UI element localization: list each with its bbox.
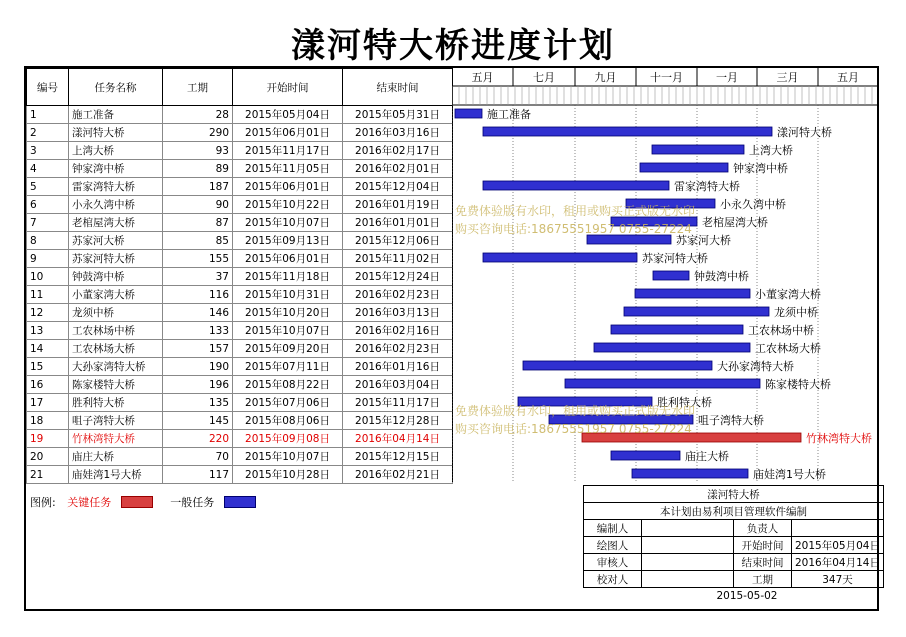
table-row <box>27 178 453 196</box>
info-compiler-label: 编制人 <box>584 520 642 537</box>
table-row <box>27 430 453 448</box>
month-label: 五月 <box>471 71 494 84</box>
cell-name: 胜利特大桥 <box>69 394 163 412</box>
info-owner-label: 负责人 <box>734 520 792 537</box>
cell-id: 1 <box>27 106 69 124</box>
cell-name: 竹林湾特大桥 <box>69 430 163 448</box>
cell-id: 11 <box>27 286 69 304</box>
bar-label: 施工准备 <box>487 108 531 121</box>
info-end: 2016年04月14日 <box>792 554 884 571</box>
bar-label: 庙庄大桥 <box>685 450 729 463</box>
gantt-bar <box>523 361 712 370</box>
bar-label: 龙须中桥 <box>774 306 818 319</box>
cell-duration: 28 <box>163 106 233 124</box>
cell-duration: 116 <box>163 286 233 304</box>
month-label: 三月 <box>776 71 799 84</box>
cell-start: 2015年10月28日 <box>233 466 343 484</box>
cell-name: 庙娃湾1号大桥 <box>69 466 163 484</box>
cell-end: 2016年01月01日 <box>343 214 453 232</box>
info-end-label: 结束时间 <box>734 554 792 571</box>
cell-id: 9 <box>27 250 69 268</box>
cell-name: 上湾大桥 <box>69 142 163 160</box>
legend-critical-swatch <box>121 496 153 508</box>
cell-duration: 146 <box>163 304 233 322</box>
cell-end: 2016年03月16日 <box>343 124 453 142</box>
cell-id: 21 <box>27 466 69 484</box>
cell-name: 大孙家湾特大桥 <box>69 358 163 376</box>
table-row <box>27 286 453 304</box>
cell-name: 小董家湾大桥 <box>69 286 163 304</box>
page-title: 漾河特大桥进度计划 <box>291 26 615 66</box>
cell-duration: 117 <box>163 466 233 484</box>
cell-id: 8 <box>27 232 69 250</box>
cell-start: 2015年07月06日 <box>233 394 343 412</box>
cell-end: 2015年12月04日 <box>343 178 453 196</box>
cell-end: 2016年01月19日 <box>343 196 453 214</box>
cell-end: 2016年03月04日 <box>343 376 453 394</box>
cell-start: 2015年09月20日 <box>233 340 343 358</box>
cell-end: 2016年02月21日 <box>343 466 453 484</box>
cell-duration: 70 <box>163 448 233 466</box>
bar-label: 钟家湾中桥 <box>733 162 788 175</box>
bar-label: 工农林场中桥 <box>748 324 814 337</box>
bar-label: 工农林场大桥 <box>755 342 821 355</box>
bar-label: 苏家河特大桥 <box>642 252 708 265</box>
bar-label: 庙娃湾1号大桥 <box>753 468 826 481</box>
cell-start: 2015年10月07日 <box>233 448 343 466</box>
bar-label: 苏家河大桥 <box>676 234 731 247</box>
cell-end: 2015年11月02日 <box>343 250 453 268</box>
cell-name: 苏家河大桥 <box>69 232 163 250</box>
table-header <box>27 69 453 106</box>
cell-duration: 290 <box>163 124 233 142</box>
cell-start: 2015年10月20日 <box>233 304 343 322</box>
cell-end: 2016年02月17日 <box>343 142 453 160</box>
bar-label: 钟鼓湾中桥 <box>694 270 749 283</box>
month-label: 五月 <box>837 71 859 84</box>
table-row <box>27 160 453 178</box>
gantt-bar <box>635 289 750 298</box>
cell-duration: 89 <box>163 160 233 178</box>
cell-end: 2016年01月16日 <box>343 358 453 376</box>
cell-end: 2015年12月15日 <box>343 448 453 466</box>
table-row <box>27 358 453 376</box>
watermark-line-2b: 购买咨询电话:18675551957 0755-27224 <box>455 422 692 436</box>
cell-duration: 133 <box>163 322 233 340</box>
table-row <box>27 196 453 214</box>
info-checker-label: 校对人 <box>584 571 642 588</box>
table-row <box>27 322 453 340</box>
cell-start: 2015年05月04日 <box>233 106 343 124</box>
watermark-line-1: 免费体验版有水印，租用或购买正式版无水印 <box>455 204 696 218</box>
table-row <box>27 340 453 358</box>
cell-name: 庙庄大桥 <box>69 448 163 466</box>
cell-end: 2016年02月01日 <box>343 160 453 178</box>
gantt-bar <box>483 253 637 262</box>
cell-end: 2016年02月23日 <box>343 286 453 304</box>
table-row <box>27 268 453 286</box>
cell-start: 2015年06月01日 <box>233 124 343 142</box>
table-row <box>27 304 453 322</box>
table-row <box>27 466 453 484</box>
month-label: 七月 <box>533 71 555 84</box>
cell-end: 2015年05月31日 <box>343 106 453 124</box>
cell-duration: 37 <box>163 268 233 286</box>
info-block <box>583 485 884 604</box>
cell-duration: 157 <box>163 340 233 358</box>
info-date: 2015-05-02 <box>716 590 778 602</box>
watermark-line-1b: 免费体验版有水印，租用或购买正式版无水印 <box>455 404 696 418</box>
cell-start: 2015年10月22日 <box>233 196 343 214</box>
cell-end: 2015年12月28日 <box>343 412 453 430</box>
table-row <box>27 412 453 430</box>
cell-id: 16 <box>27 376 69 394</box>
cell-start: 2015年06月01日 <box>233 250 343 268</box>
info-compiler <box>642 520 734 537</box>
info-start-label: 开始时间 <box>734 537 792 554</box>
month-label: 十一月 <box>650 71 683 84</box>
cell-start: 2015年11月18日 <box>233 268 343 286</box>
table-row <box>27 250 453 268</box>
cell-id: 18 <box>27 412 69 430</box>
gantt-bar <box>632 469 748 478</box>
info-duration: 347天 <box>792 571 884 588</box>
cell-name: 施工准备 <box>69 106 163 124</box>
gantt-bar <box>611 451 680 460</box>
cell-id: 5 <box>27 178 69 196</box>
cell-id: 15 <box>27 358 69 376</box>
col-header-id: 编号 <box>27 69 69 106</box>
cell-name: 漾河特大桥 <box>69 124 163 142</box>
bar-label: 上湾大桥 <box>749 144 793 157</box>
legend-critical-label: 关键任务 <box>67 496 112 509</box>
cell-end: 2016年04月14日 <box>343 430 453 448</box>
cell-end: 2015年11月17日 <box>343 394 453 412</box>
cell-end: 2016年02月23日 <box>343 340 453 358</box>
bar-label: 大孙家湾特大桥 <box>717 360 794 373</box>
cell-id: 4 <box>27 160 69 178</box>
cell-start: 2015年09月08日 <box>233 430 343 448</box>
cell-start: 2015年11月05日 <box>233 160 343 178</box>
cell-name: 雷家湾特大桥 <box>69 178 163 196</box>
cell-id: 10 <box>27 268 69 286</box>
gantt-bar <box>483 127 772 136</box>
cell-name: 工农林场中桥 <box>69 322 163 340</box>
bar-label: 漾河特大桥 <box>777 126 832 139</box>
cell-start: 2015年07月11日 <box>233 358 343 376</box>
cell-id: 13 <box>27 322 69 340</box>
cell-duration: 220 <box>163 430 233 448</box>
month-label: 九月 <box>594 71 617 84</box>
cell-name: 老棺屋湾大桥 <box>69 214 163 232</box>
bar-label: 小永久湾中桥 <box>720 198 786 211</box>
table-row <box>27 106 453 124</box>
legend <box>30 494 256 510</box>
table-row <box>27 124 453 142</box>
info-checker <box>642 571 734 588</box>
cell-duration: 145 <box>163 412 233 430</box>
gantt-bar <box>594 343 750 352</box>
info-reviewer-label: 审核人 <box>584 554 642 571</box>
gantt-bar <box>565 379 760 388</box>
gantt-bar <box>455 109 482 118</box>
gantt-bar <box>652 145 744 154</box>
gantt-bar <box>611 325 743 334</box>
cell-duration: 85 <box>163 232 233 250</box>
cell-duration: 187 <box>163 178 233 196</box>
info-start: 2015年05月04日 <box>792 537 884 554</box>
col-header-end: 结束时间 <box>343 69 453 106</box>
bar-label: 咀子湾特大桥 <box>698 414 764 427</box>
cell-start: 2015年10月07日 <box>233 214 343 232</box>
month-label: 一月 <box>716 71 738 84</box>
table-row <box>27 376 453 394</box>
info-duration-label: 工期 <box>734 571 792 588</box>
cell-duration: 155 <box>163 250 233 268</box>
cell-end: 2016年02月16日 <box>343 322 453 340</box>
col-header-start: 开始时间 <box>233 69 343 106</box>
info-drawer <box>642 537 734 554</box>
cell-duration: 196 <box>163 376 233 394</box>
cell-end: 2015年12月24日 <box>343 268 453 286</box>
bar-label: 陈家楼特大桥 <box>765 378 831 391</box>
cell-start: 2015年06月01日 <box>233 178 343 196</box>
cell-id: 14 <box>27 340 69 358</box>
gantt-bar <box>624 307 769 316</box>
cell-start: 2015年08月06日 <box>233 412 343 430</box>
cell-duration: 135 <box>163 394 233 412</box>
cell-start: 2015年10月07日 <box>233 322 343 340</box>
cell-name: 小永久湾中桥 <box>69 196 163 214</box>
table-row <box>27 142 453 160</box>
cell-end: 2016年03月13日 <box>343 304 453 322</box>
cell-id: 20 <box>27 448 69 466</box>
cell-id: 3 <box>27 142 69 160</box>
info-drawer-label: 绘图人 <box>584 537 642 554</box>
cell-name: 工农林场大桥 <box>69 340 163 358</box>
legend-label: 图例: <box>30 496 56 509</box>
info-note: 本计划由易利项目管理软件编制 <box>584 503 884 520</box>
bar-label: 雷家湾特大桥 <box>674 180 740 193</box>
legend-normal-swatch <box>224 496 256 508</box>
cell-id: 19 <box>27 430 69 448</box>
table-row <box>27 448 453 466</box>
cell-duration: 90 <box>163 196 233 214</box>
bar-label: 小董家湾大桥 <box>755 288 821 301</box>
bar-label: 老棺屋湾大桥 <box>702 216 768 229</box>
info-owner <box>792 520 884 537</box>
cell-start: 2015年09月13日 <box>233 232 343 250</box>
cell-start: 2015年10月31日 <box>233 286 343 304</box>
gantt-bar <box>640 163 728 172</box>
gantt-bar <box>653 271 689 280</box>
cell-name: 陈家楼特大桥 <box>69 376 163 394</box>
bar-label: 竹林湾特大桥 <box>806 432 872 445</box>
table-row <box>27 232 453 250</box>
cell-name: 龙须中桥 <box>69 304 163 322</box>
cell-id: 17 <box>27 394 69 412</box>
cell-end: 2015年12月06日 <box>343 232 453 250</box>
cell-start: 2015年11月17日 <box>233 142 343 160</box>
cell-id: 12 <box>27 304 69 322</box>
cell-duration: 190 <box>163 358 233 376</box>
info-reviewer <box>642 554 734 571</box>
legend-normal-label: 一般任务 <box>170 496 215 509</box>
cell-id: 6 <box>27 196 69 214</box>
gantt-bar <box>483 181 669 190</box>
cell-name: 钟家湾中桥 <box>69 160 163 178</box>
cell-id: 7 <box>27 214 69 232</box>
cell-name: 钟鼓湾中桥 <box>69 268 163 286</box>
cell-id: 2 <box>27 124 69 142</box>
cell-name: 苏家河特大桥 <box>69 250 163 268</box>
col-header-duration: 工期 <box>163 69 233 106</box>
table-row <box>27 394 453 412</box>
task-table <box>26 68 453 484</box>
cell-name: 咀子湾特大桥 <box>69 412 163 430</box>
cell-duration: 87 <box>163 214 233 232</box>
cell-start: 2015年08月22日 <box>233 376 343 394</box>
info-project: 漾河特大桥 <box>584 486 884 503</box>
bar-label: 胜利特大桥 <box>657 396 712 409</box>
col-header-name: 任务名称 <box>69 69 163 106</box>
watermark-line-2: 购买咨询电话:18675551957 0755-27224 <box>455 222 692 236</box>
cell-duration: 93 <box>163 142 233 160</box>
table-row <box>27 214 453 232</box>
